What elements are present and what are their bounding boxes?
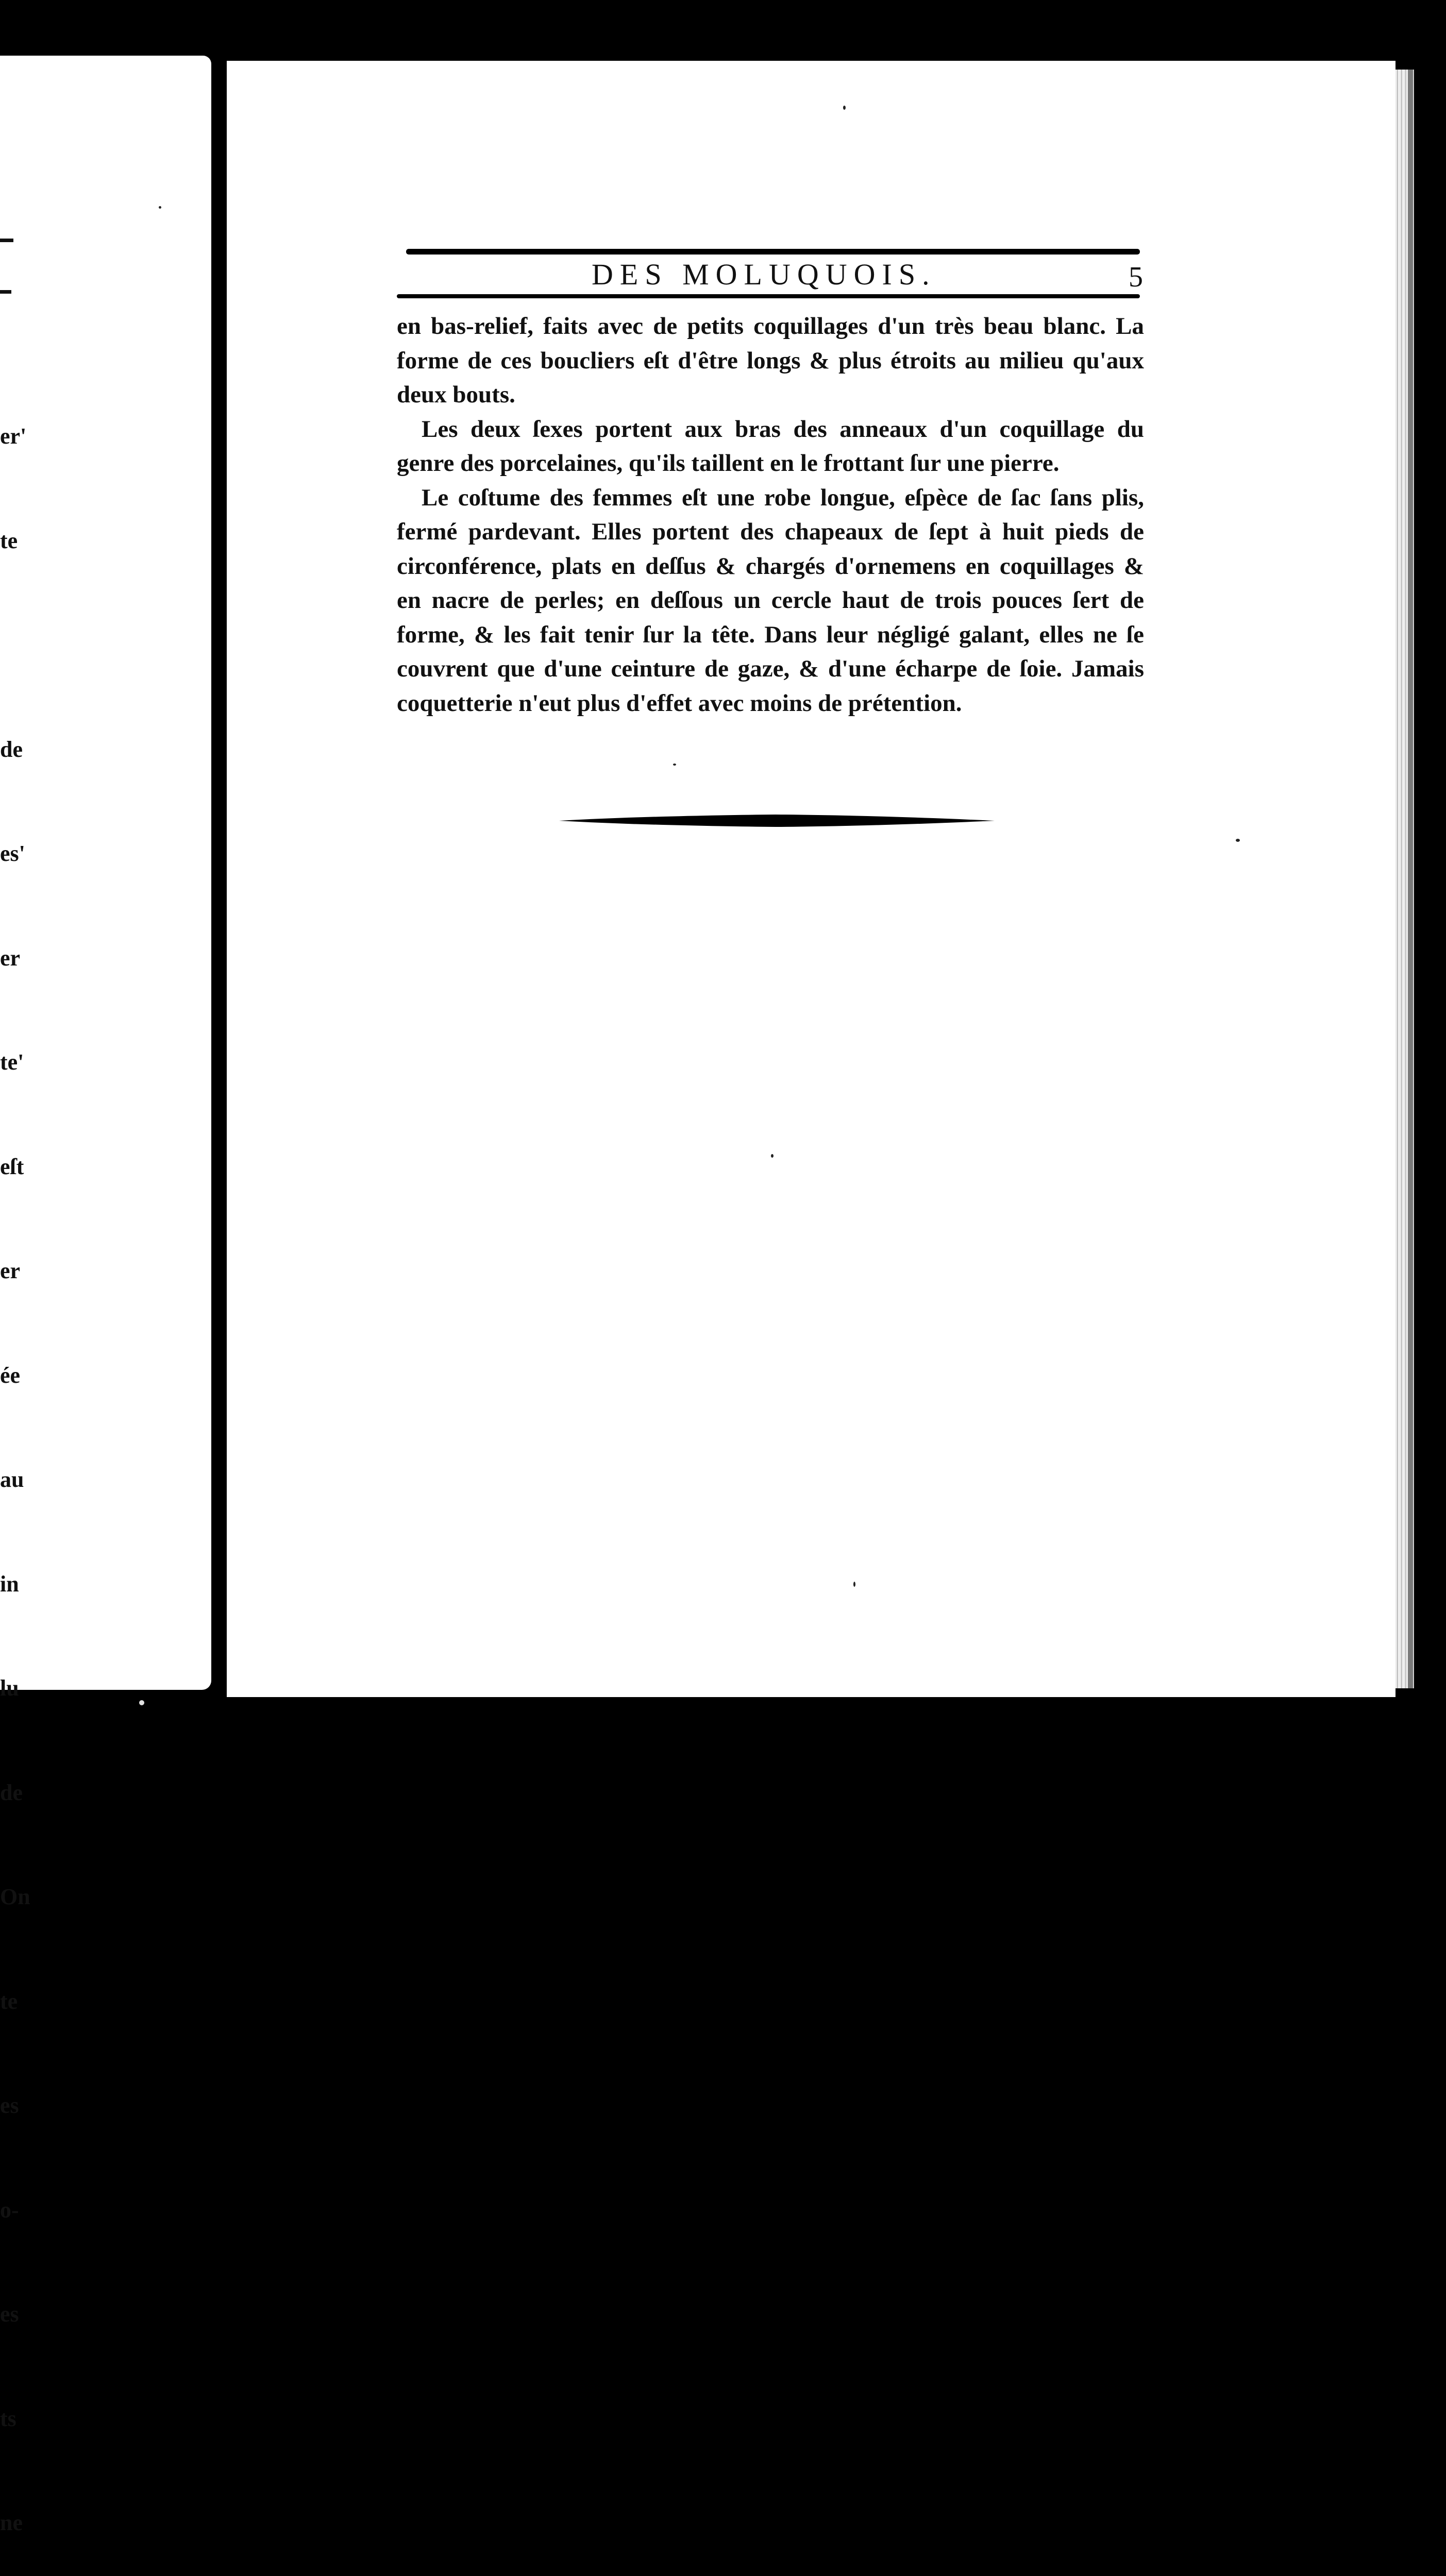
left-fragment (0, 628, 31, 663)
header-rule-top (406, 249, 1140, 255)
text-line: coquetterie n'eut plus d'effet avec moins de prétention. (397, 689, 962, 717)
left-fragment: au (0, 1467, 24, 1492)
previous-page (0, 56, 211, 2535)
left-fragment: er (0, 1258, 21, 1283)
paragraph (397, 412, 1144, 481)
left-fragment: es (0, 2301, 19, 2327)
left-fragment: ée (0, 1362, 21, 1388)
text-line: fermé pardevant. Elles portent des chapeaux de ſept à huit pieds de (397, 518, 1144, 545)
left-dash-mark (0, 290, 11, 294)
left-fragment: de (0, 1780, 23, 1805)
scan-speck (139, 1700, 144, 1705)
left-fragment: ne (0, 2510, 23, 2535)
text-line: forme de ces boucliers eſt d'être longs & plus étroits au milieu qu'aux (397, 347, 1144, 374)
scan-speck (771, 1154, 774, 1158)
left-fragment: On (0, 1884, 30, 1909)
text-line: deux bouts. (397, 381, 515, 408)
scan-speck (853, 1582, 855, 1587)
paragraph (397, 309, 1144, 412)
running-head: DES MOLUQUOIS. (592, 258, 936, 291)
header-rule-bottom (397, 294, 1140, 298)
paragraph (397, 481, 1144, 721)
text-line: en nacre de perles; en deſſous un cercle haut de trois pouces ſert de (397, 587, 1144, 614)
left-fragment: es' (0, 841, 25, 866)
left-fragment: te (0, 1988, 18, 2014)
page-edge-shadow (1408, 70, 1413, 1688)
left-fragment: o- (0, 2197, 19, 2223)
text-line: circonférence, plats en deſſus & chargés d'ornemens en coquillages & (397, 552, 1144, 580)
left-page-text-fragments (0, 349, 31, 2576)
left-fragment: in (0, 1571, 19, 1597)
text-line: Le coſtume des femmes eſt une robe longue, eſpèce de ſac ſans plis, (422, 484, 1144, 511)
left-fragment: er (0, 945, 21, 971)
left-fragment: de (0, 736, 23, 762)
body-text (397, 309, 1144, 720)
left-fragment: es (0, 2093, 19, 2118)
scan-speck (843, 106, 846, 110)
book-spine (211, 57, 227, 1689)
left-fragment: ts (0, 2405, 16, 2431)
text-line: Les deux ſexes portent aux bras des anneaux d'un coquillage du (422, 415, 1144, 443)
text-line: couvrent que d'une ceinture de gaze, & d'une écharpe de ſoie. Jamais (397, 655, 1144, 682)
current-page (227, 61, 1395, 1697)
text-line: genre des porcelaines, qu'ils taillent en le frottant ſur une pierre. (397, 450, 1060, 477)
scan-speck (159, 206, 161, 209)
page-number: 5 (1129, 261, 1143, 293)
left-dash-mark (0, 239, 13, 242)
scan-speck (673, 764, 676, 766)
left-fragment: eſt (0, 1154, 24, 1179)
text-line: en bas-relief, faits avec de petits coquillages d'un très beau blanc. La (397, 313, 1144, 340)
left-fragment: lu (0, 1675, 19, 1701)
left-fragment: te (0, 528, 18, 553)
left-fragment: er' (0, 423, 27, 449)
end-ornament (559, 813, 995, 828)
left-fragment: te' (0, 1049, 24, 1075)
text-line: forme, & les fait tenir ſur la tête. Dans leur négligé galant, elles ne ſe (397, 621, 1144, 648)
scan-speck (1236, 839, 1240, 842)
